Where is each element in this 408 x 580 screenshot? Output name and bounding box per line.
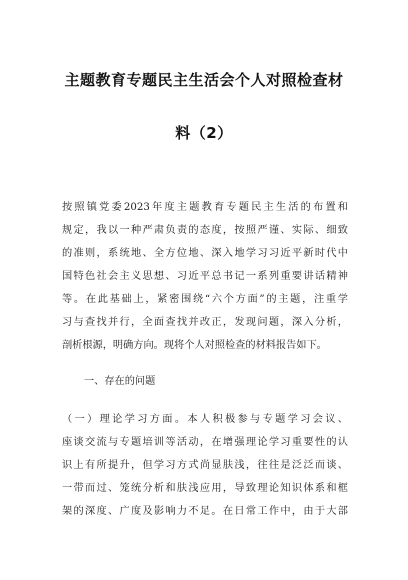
paragraph-1-line: 习与查找并行，全面查找并改正，发现问题，深入分析， — [62, 317, 348, 328]
paragraph-1-line: 等。在此基础上，紧密围绕“六个方面”的主题，注重学 — [62, 294, 348, 305]
paragraph-2-line: （一）理论学习方面。本人积极参与专题学习会议、 — [62, 414, 348, 425]
paragraph-2-line: 识上有所提升，但学习方式尚显肤浅，往往是泛泛而谈、 — [62, 460, 348, 471]
document-title-line-2: 料（2） — [175, 124, 233, 142]
paragraph-2-line: 架的深度、广度及影响力不足。在日常工作中，由于大部 — [62, 506, 348, 517]
document-title-line-1: 主题教育专题民主生活会个人对照检查材 — [64, 71, 344, 89]
paragraph-1-line: 按照镇党委2023年度主题教育专题民主生活的布置和 — [62, 202, 348, 213]
paragraph-2-line: 一带而过、笼统分析和肤浅应用，导致理论知识体系和框 — [62, 483, 348, 494]
paragraph-1-line: 规定，我以一种严肃负责的态度，按照严谨、实际、细致 — [62, 225, 348, 236]
paragraph-1-line: 的准则，系统地、全方位地、深入地学习习近平新时代中 — [62, 248, 348, 259]
paragraph-1-line: 剖析根源，明确方向。现将个人对照检查的材料报告如下。 — [62, 340, 327, 351]
paragraph-2-line: 座谈交流与专题培训等活动，在增强理论学习重要性的认 — [62, 437, 348, 448]
paragraph-1-line: 国特色社会主义思想、习近平总书记一系列重要讲话精神 — [62, 271, 348, 282]
section-heading: 一、存在的问题 — [84, 376, 156, 387]
